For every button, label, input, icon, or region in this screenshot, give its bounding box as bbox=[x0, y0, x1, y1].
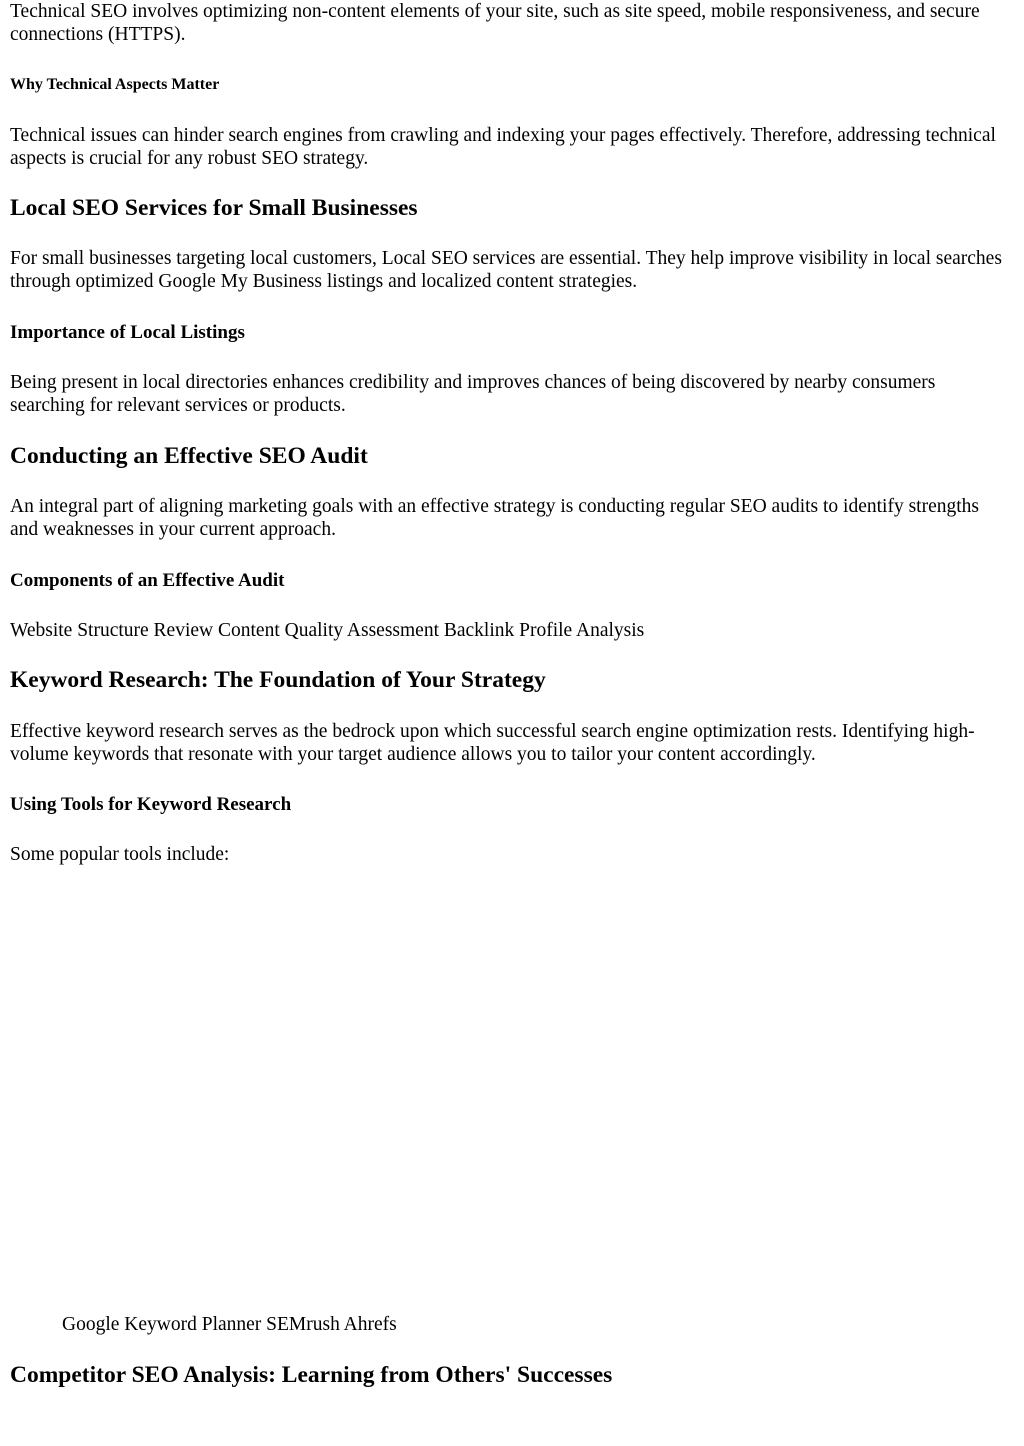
heading-local-listings: Importance of Local Listings bbox=[10, 322, 245, 343]
paragraph-audit-components: Website Structure Review Content Quality Assessment Backlink Profile Analysis bbox=[10, 620, 645, 641]
paragraph-seo-audit: An integral part of aligning marketing goals with an effective strategy is conducting regular SEO audits to identify strengths and weaknesses in your current approach. bbox=[10, 496, 979, 540]
heading-keyword-research: Keyword Research: The Foundation of Your Strategy bbox=[10, 667, 546, 693]
paragraph-technical-intro: Technical SEO involves optimizing non-content elements of your site, such as site speed, mobile responsiveness, and secure connections (HTTPS). bbox=[10, 1, 980, 45]
paragraph-local-seo: For small businesses targeting local customers, Local SEO services are essential. They help improve visibility in local searches through optimized Google My Business listings and localized content strategies. bbox=[10, 248, 1002, 292]
heading-why-technical-aspects: Why Technical Aspects Matter bbox=[10, 76, 220, 93]
paragraph-tools-intro: Some popular tools include: bbox=[10, 844, 230, 865]
paragraph-local-listings: Being present in local directories enhances credibility and improves chances of being discovered by nearby consumers searching for relevant services or products. bbox=[10, 372, 936, 416]
heading-competitor-analysis: Competitor SEO Analysis: Learning from Others' Successes bbox=[10, 1362, 613, 1388]
paragraph-keyword-research: Effective keyword research serves as the bedrock upon which successful search engine optimization rests. Identifying high-volume keywords that resonate with your target audience allows you to tailor your content accordingly. bbox=[10, 721, 975, 765]
heading-keyword-tools: Using Tools for Keyword Research bbox=[10, 794, 292, 815]
paragraph-technical-issues: Technical issues can hinder search engines from crawling and indexing your pages effectively. Therefore, addressing technical aspects is crucial for any robust SEO strategy. bbox=[10, 125, 996, 169]
heading-local-seo-services: Local SEO Services for Small Businesses bbox=[10, 195, 418, 221]
paragraph-tools-list: Google Keyword Planner SEMrush Ahrefs bbox=[62, 1314, 397, 1335]
heading-seo-audit: Conducting an Effective SEO Audit bbox=[10, 443, 368, 469]
heading-audit-components: Components of an Effective Audit bbox=[10, 570, 285, 591]
